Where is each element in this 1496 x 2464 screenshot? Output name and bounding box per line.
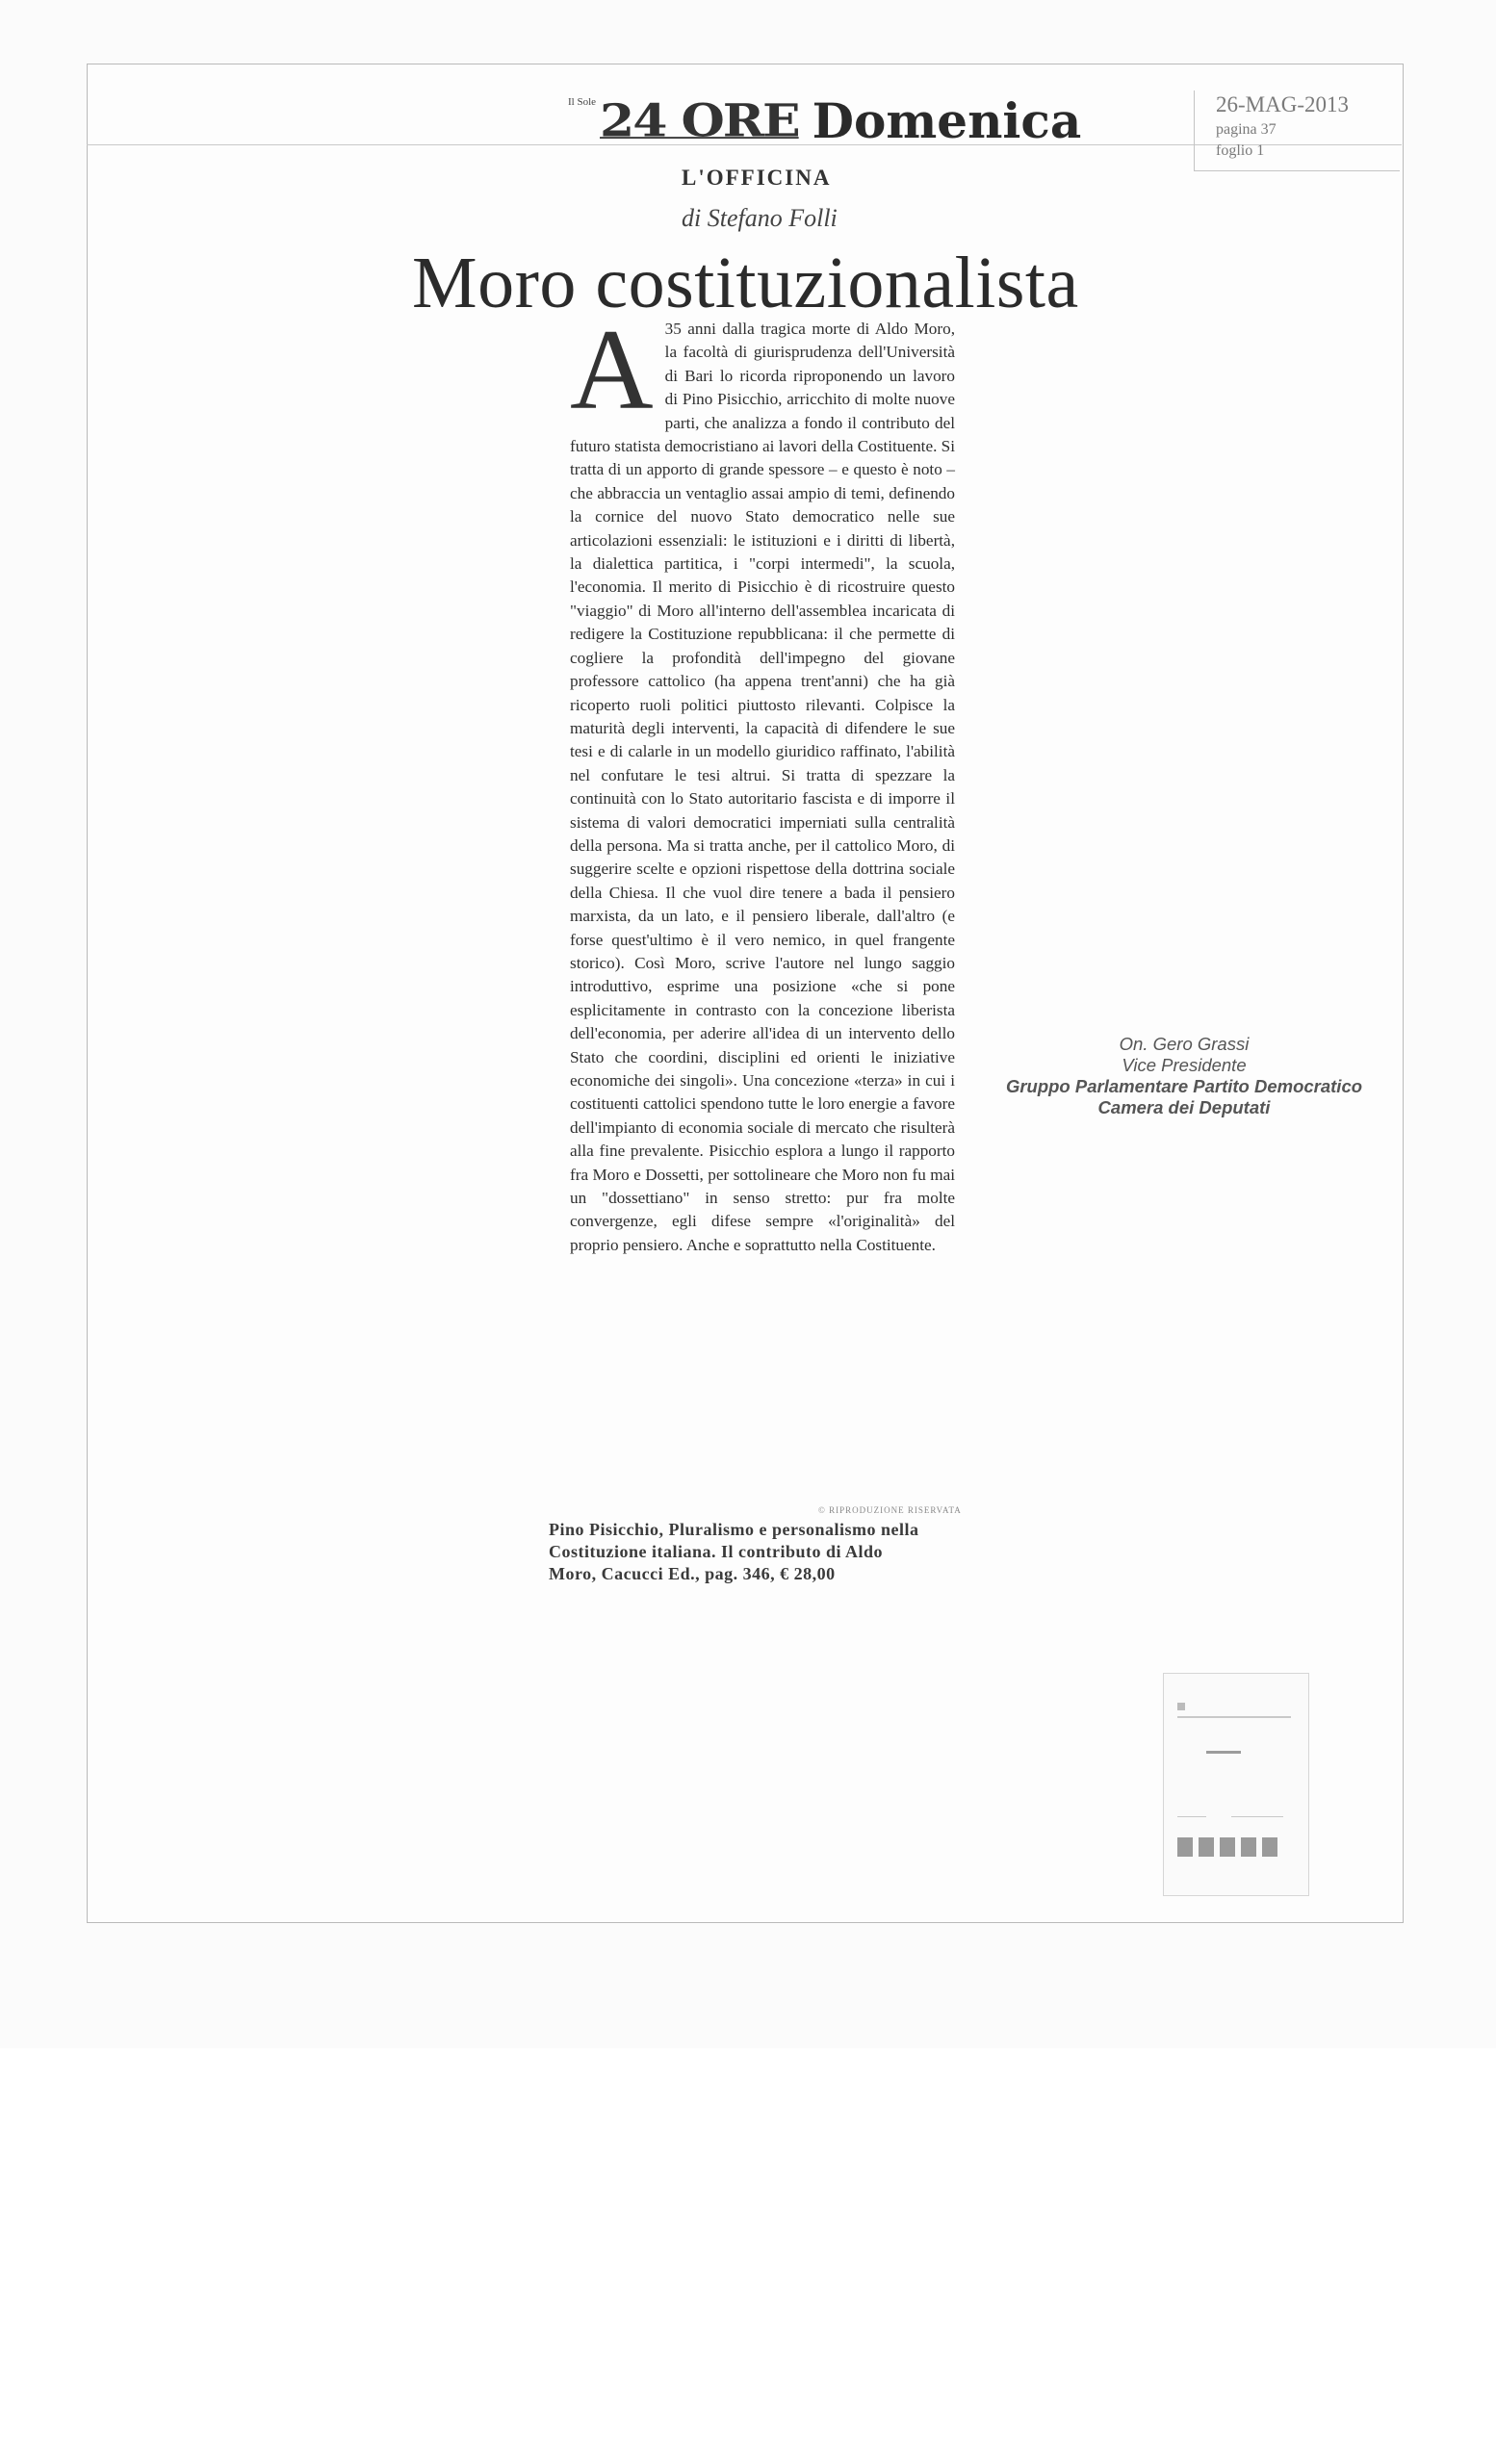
newspaper-masthead bbox=[568, 90, 1081, 148]
thumbnail-line bbox=[1177, 1716, 1291, 1718]
thumbnail-block bbox=[1220, 1837, 1235, 1857]
thumbnail-block bbox=[1199, 1837, 1214, 1857]
column-rubric: L'OFFICINA bbox=[682, 166, 832, 190]
copyright-note: © RIPRODUZIONE RISERVATA bbox=[818, 1505, 962, 1515]
masthead-logo: 24 ORE bbox=[600, 94, 799, 147]
thumbnail-figure bbox=[1206, 1733, 1241, 1754]
thumbnail-block bbox=[1177, 1837, 1193, 1857]
signature-group: Gruppo Parlamentare Partito Democratico bbox=[1005, 1076, 1363, 1096]
stamp-date: 26-MAG-2013 bbox=[1216, 92, 1349, 116]
stamp-page: pagina 37 bbox=[1216, 121, 1277, 138]
article-text: 35 anni dalla tragica morte di Aldo Moro, la facoltà di giurisprudenza dell'Università di Bari lo ricorda riproponendo un lavoro di Pino Pisicchio, arricchito di molte nuove parti, che analizza a fondo il contributo del futuro statista democristiano ai lavori della Costituente. Si tratta di un apporto di grande spessore – e questo è noto – che abbraccia un ventaglio assai ampio di temi, definendo la cornice del nuovo Stato democratico nelle sue articolazioni essenziali: le istituzioni e i diritti di libertà, la dialettica partitica, i "corpi intermedi", la scuola, l'economia. Il merito di Pisicchio è di ricostruire questo "viaggio" di Moro all'interno dell'assemblea incaricata di redigere la Costituzione repubblicana: il che permette di cogliere la profondità dell'impegno del giovane professore cattolico (ha appena trent'anni) che ha già ricoperto ruoli politici piuttosto rilevanti. Colpisce la maturità degli interventi, la capacità di difendere le sue tesi e di calarle in un modello giuridico raffinato, l'abilità nel confutare le tesi altrui. Si tratta di spezzare la continuità con lo Stato autoritario fascista e di imporre il sistema di valori democratici imperniati sulla centralità della persona. Ma si tratta anche, per il cattolico Moro, di suggerire scelte e opzioni rispettose della dottrina sociale della Chiesa. Il che vuol dire tenere a bada il pensiero marxista, da un lato, e il pensiero liberale, dall'altro (e forse quest'ultimo è il vero nemico, in quel frangente storico). Così Moro, scrive l'autore nel lungo saggio introduttivo, esprime una posizione «che si pone esplicitamente in contrasto con la concezione liberista dell'economia, per aderire all'idea di un intervento dello Stato che coordini, disciplini ed orienti le iniziative economiche dei singoli». Una concezione «terza» in cui i costituenti cattolici spendono tutte le loro energie a favore dell'impianto di economia sociale di mercato che risulterà alla fine prevalente. Pisicchio esplora a lungo il rapporto fra Moro e Dossetti, per sottolineare che Moro non fu mai un "dossettiano" in senso stretto: pur fra molte convergenze, egli difese sempre «l'originalità» del proprio pensiero. Anche e soprattutto nella Costituente. bbox=[570, 320, 956, 1254]
press-clipping-stamp bbox=[1194, 90, 1400, 171]
thumbnail-line bbox=[1231, 1816, 1283, 1817]
drop-cap: A bbox=[570, 305, 654, 433]
article-body bbox=[570, 305, 956, 1257]
thumbnail-block bbox=[1241, 1837, 1256, 1857]
masthead-small-text: Il Sole bbox=[568, 96, 597, 108]
thumbnail-block bbox=[1262, 1837, 1277, 1857]
page-thumbnail bbox=[1163, 1673, 1309, 1896]
masthead-title: Domenica bbox=[812, 92, 1082, 149]
article-byline: di Stefano Folli bbox=[682, 204, 838, 232]
signature-block bbox=[972, 1034, 1396, 1118]
signature-name: On. Gero Grassi bbox=[1119, 1034, 1250, 1054]
signature-role: Vice Presidente bbox=[1122, 1055, 1247, 1075]
book-reference: Pino Pisicchio, Pluralismo e personalismo nella Costituzione italiana. Il contributo di Aldo Moro, Cacucci Ed., pag. 346, € 28,00 bbox=[549, 1520, 919, 1583]
stamp-sheet: foglio 1 bbox=[1216, 142, 1265, 159]
signature-chamber: Camera dei Deputati bbox=[1097, 1097, 1271, 1117]
thumbnail-mark bbox=[1177, 1703, 1185, 1710]
article-headline: Moro costituzionalista bbox=[412, 243, 1079, 323]
thumbnail-line bbox=[1177, 1816, 1206, 1817]
